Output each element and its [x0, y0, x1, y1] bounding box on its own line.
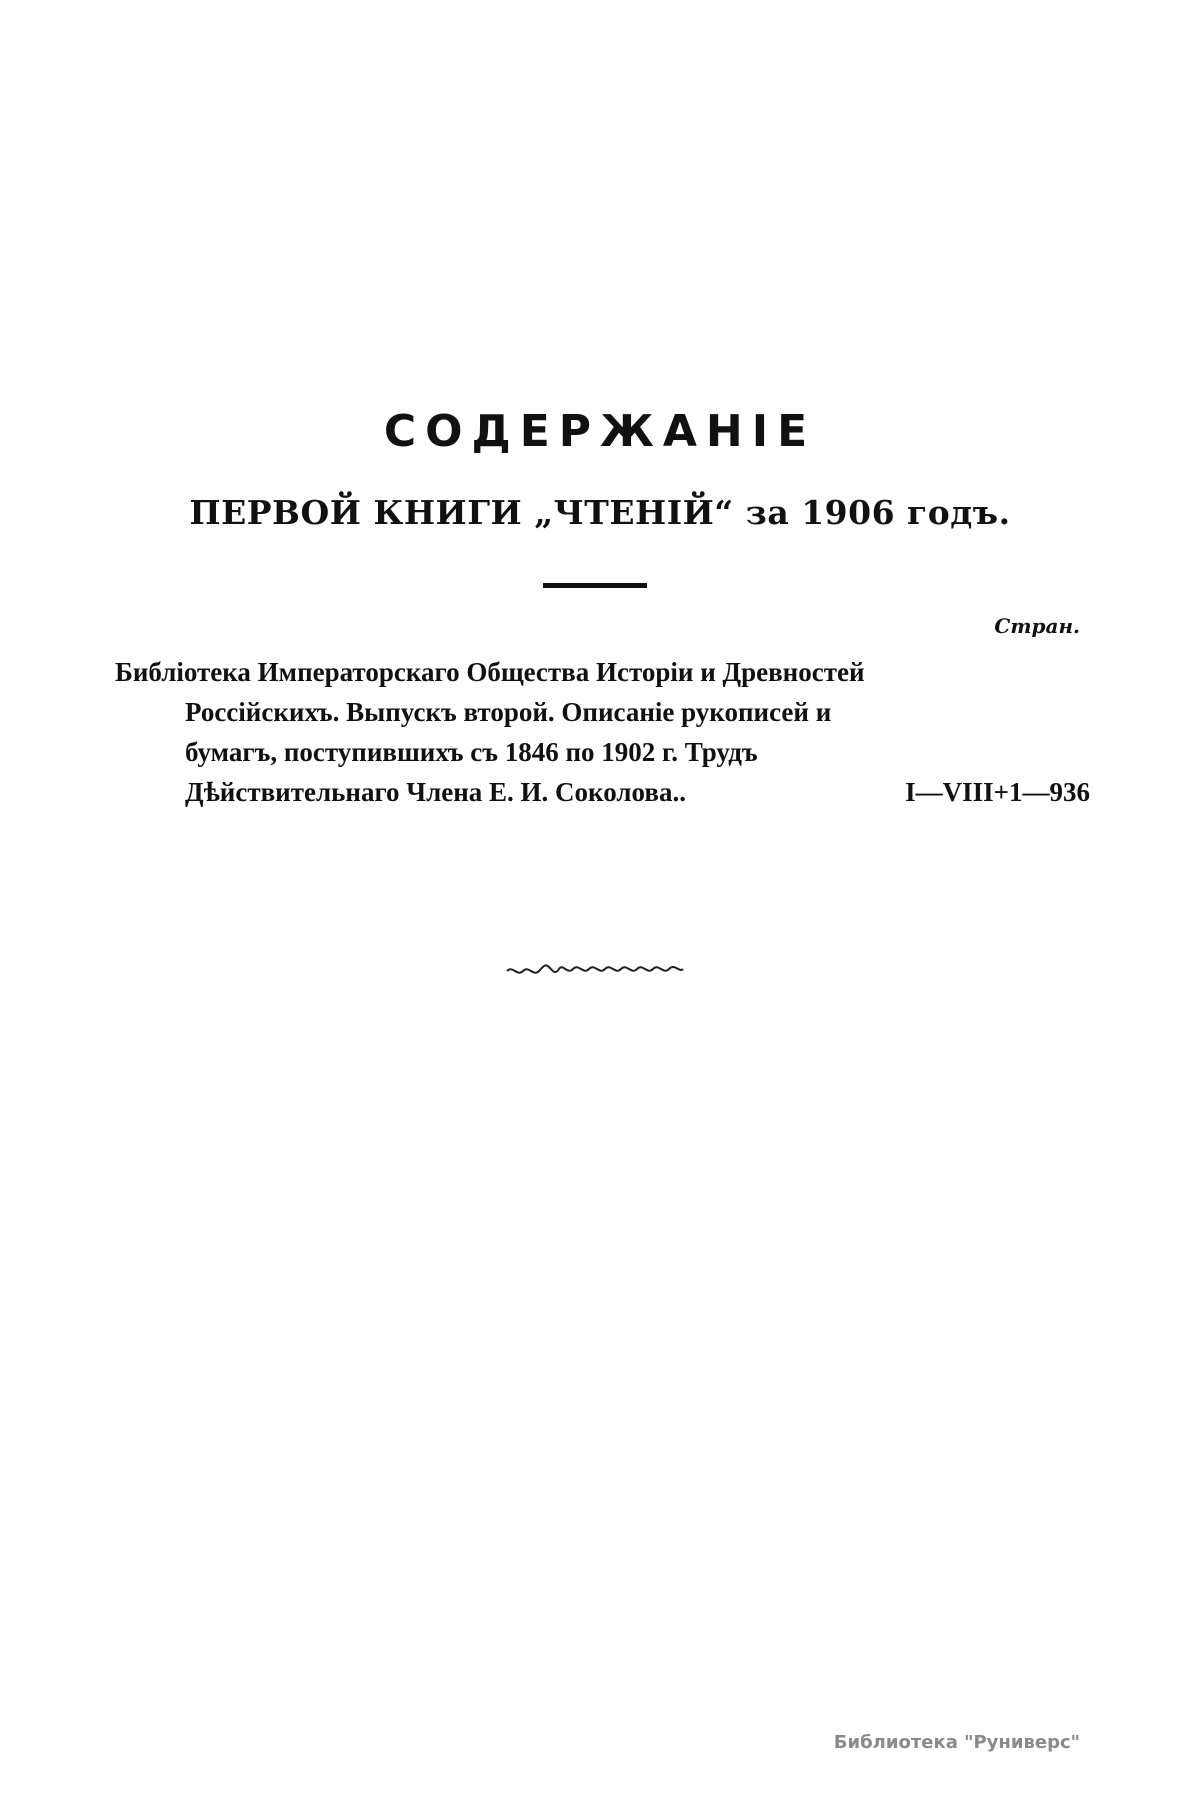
entry-line-2: Россiйскихъ. Выпускъ второй. Описанiе рукописей и [185, 697, 832, 727]
entry-author: Дѣйствительнаго Члена Е. И. Соколова.. [185, 777, 686, 807]
page-title: СОДЕРЖАНIЕ [383, 406, 817, 457]
decorative-flourish-icon [505, 957, 685, 981]
entry-line-4 [115, 772, 1090, 812]
library-watermark: Библиотека "Руниверс" [833, 1732, 1080, 1753]
entry-page-range: I—VIII+1—936 [905, 777, 1090, 807]
page-subtitle: ПЕРВОЙ КНИГИ „ЧТЕНIЙ“ за 1906 годъ. [189, 493, 1011, 532]
pages-column-header: Стран. [994, 614, 1080, 638]
entry-line-3: бумагъ, поступившихъ съ 1846 по 1902 г. Трудъ [185, 737, 758, 767]
contents-entry [115, 652, 1090, 812]
entry-line-1: Библiотека Императорскаго Общества Исторiи и Древностей [115, 657, 865, 687]
title-divider [543, 583, 647, 588]
